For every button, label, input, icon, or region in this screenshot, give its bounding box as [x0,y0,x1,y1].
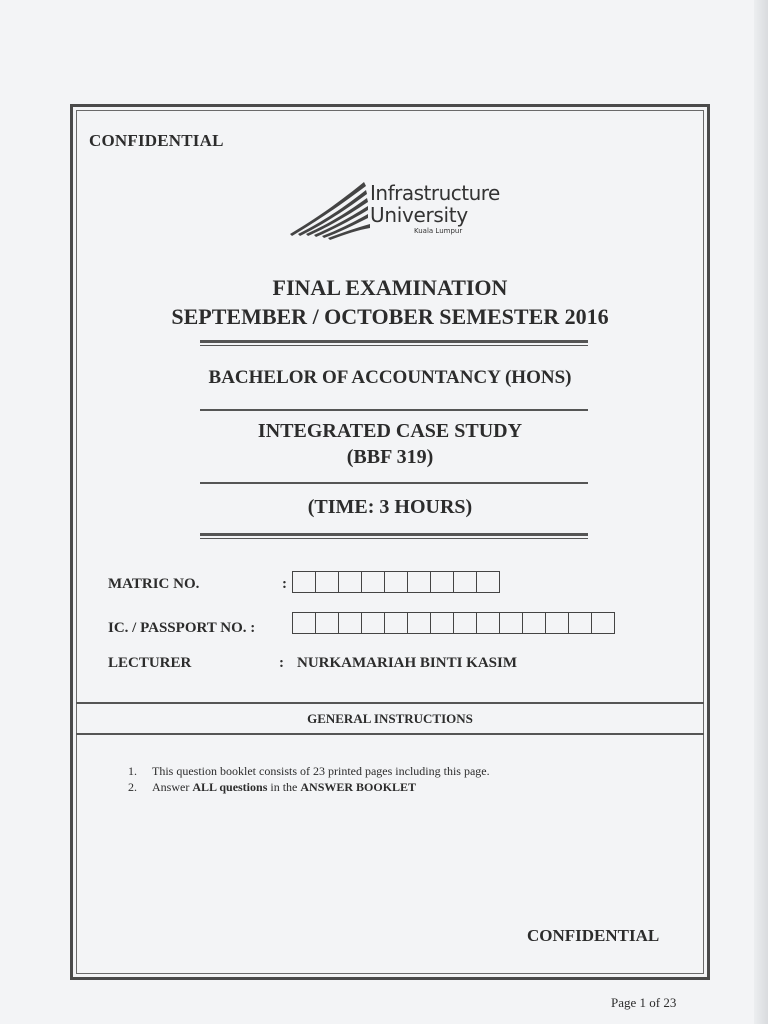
exam-title: FINAL EXAMINATION [272,275,508,300]
programme-title: BACHELOR OF ACCOUNTANCY (HONS) [208,367,572,388]
logo-text-infrastructure: Infrastructure [370,181,500,205]
ic-digit-box[interactable] [316,612,339,634]
matric-digit-box[interactable] [408,571,431,593]
instruction-text: Answer [152,780,193,794]
divider-thick-4 [200,533,588,536]
matric-digit-box[interactable] [293,571,316,593]
confidential-label-bottom: CONFIDENTIAL [527,926,660,945]
ic-digit-box[interactable] [592,612,615,634]
ic-digit-box[interactable] [454,612,477,634]
divider-thin-4 [200,538,588,539]
page-number: Page 1 of 23 [611,995,677,1010]
instructions-top-border [76,702,704,704]
matric-digit-box[interactable] [339,571,362,593]
instruction-number: 2. [128,780,137,794]
divider-thin-1 [200,345,588,346]
page-edge [754,0,768,1024]
confidential-label-top: CONFIDENTIAL [89,131,224,150]
ic-digit-box[interactable] [339,612,362,634]
ic-digit-box[interactable] [500,612,523,634]
divider-2 [200,409,588,411]
instruction-item [128,764,490,779]
ic-digit-box[interactable] [293,612,316,634]
ic-digit-box[interactable] [477,612,500,634]
lecturer-name: NURKAMARIAH BINTI KASIM [297,655,518,671]
instruction-text: in the [267,780,301,794]
ic-passport-label: IC. / PASSPORT NO. : [108,620,256,636]
ic-digit-box[interactable] [546,612,569,634]
ic-digit-box[interactable] [523,612,546,634]
logo-text-location: Kuala Lumpur [414,227,463,235]
divider-thick-1 [200,340,588,343]
ic-digit-box[interactable] [385,612,408,634]
book-wings-logo-icon [288,178,370,240]
instruction-item [128,780,416,795]
ic-digit-box[interactable] [569,612,592,634]
course-code: (BBF 319) [346,446,434,468]
instruction-text: This question booklet consists of 23 printed pages including this page. [152,764,490,778]
instruction-text-bold: ALL questions [192,780,268,794]
lecturer-label: LECTURER [108,655,192,671]
instruction-text-bold: ANSWER BOOKLET [300,780,417,794]
matric-digit-box[interactable] [477,571,500,593]
divider-3 [200,482,588,484]
ic-passport-number-boxes[interactable] [292,612,615,634]
course-title: INTEGRATED CASE STUDY [257,420,523,442]
matric-digit-box[interactable] [362,571,385,593]
exam-duration: (TIME: 3 HOURS) [307,496,473,518]
matric-digit-box[interactable] [454,571,477,593]
university-logo [288,178,528,240]
logo-text-university: University [370,203,468,227]
instruction-number: 1. [128,764,137,778]
matric-label: MATRIC NO. [108,576,200,592]
ic-digit-box[interactable] [362,612,385,634]
lecturer-colon: : [279,655,284,671]
ic-digit-box[interactable] [431,612,454,634]
ic-digit-box[interactable] [408,612,431,634]
matric-number-boxes[interactable] [292,571,500,593]
general-instructions-title: GENERAL INSTRUCTIONS [307,711,473,726]
matric-digit-box[interactable] [316,571,339,593]
instructions-bottom-border [76,733,704,735]
matric-digit-box[interactable] [385,571,408,593]
matric-colon: : [282,576,287,592]
matric-digit-box[interactable] [431,571,454,593]
semester-title: SEPTEMBER / OCTOBER SEMESTER 2016 [171,304,609,329]
